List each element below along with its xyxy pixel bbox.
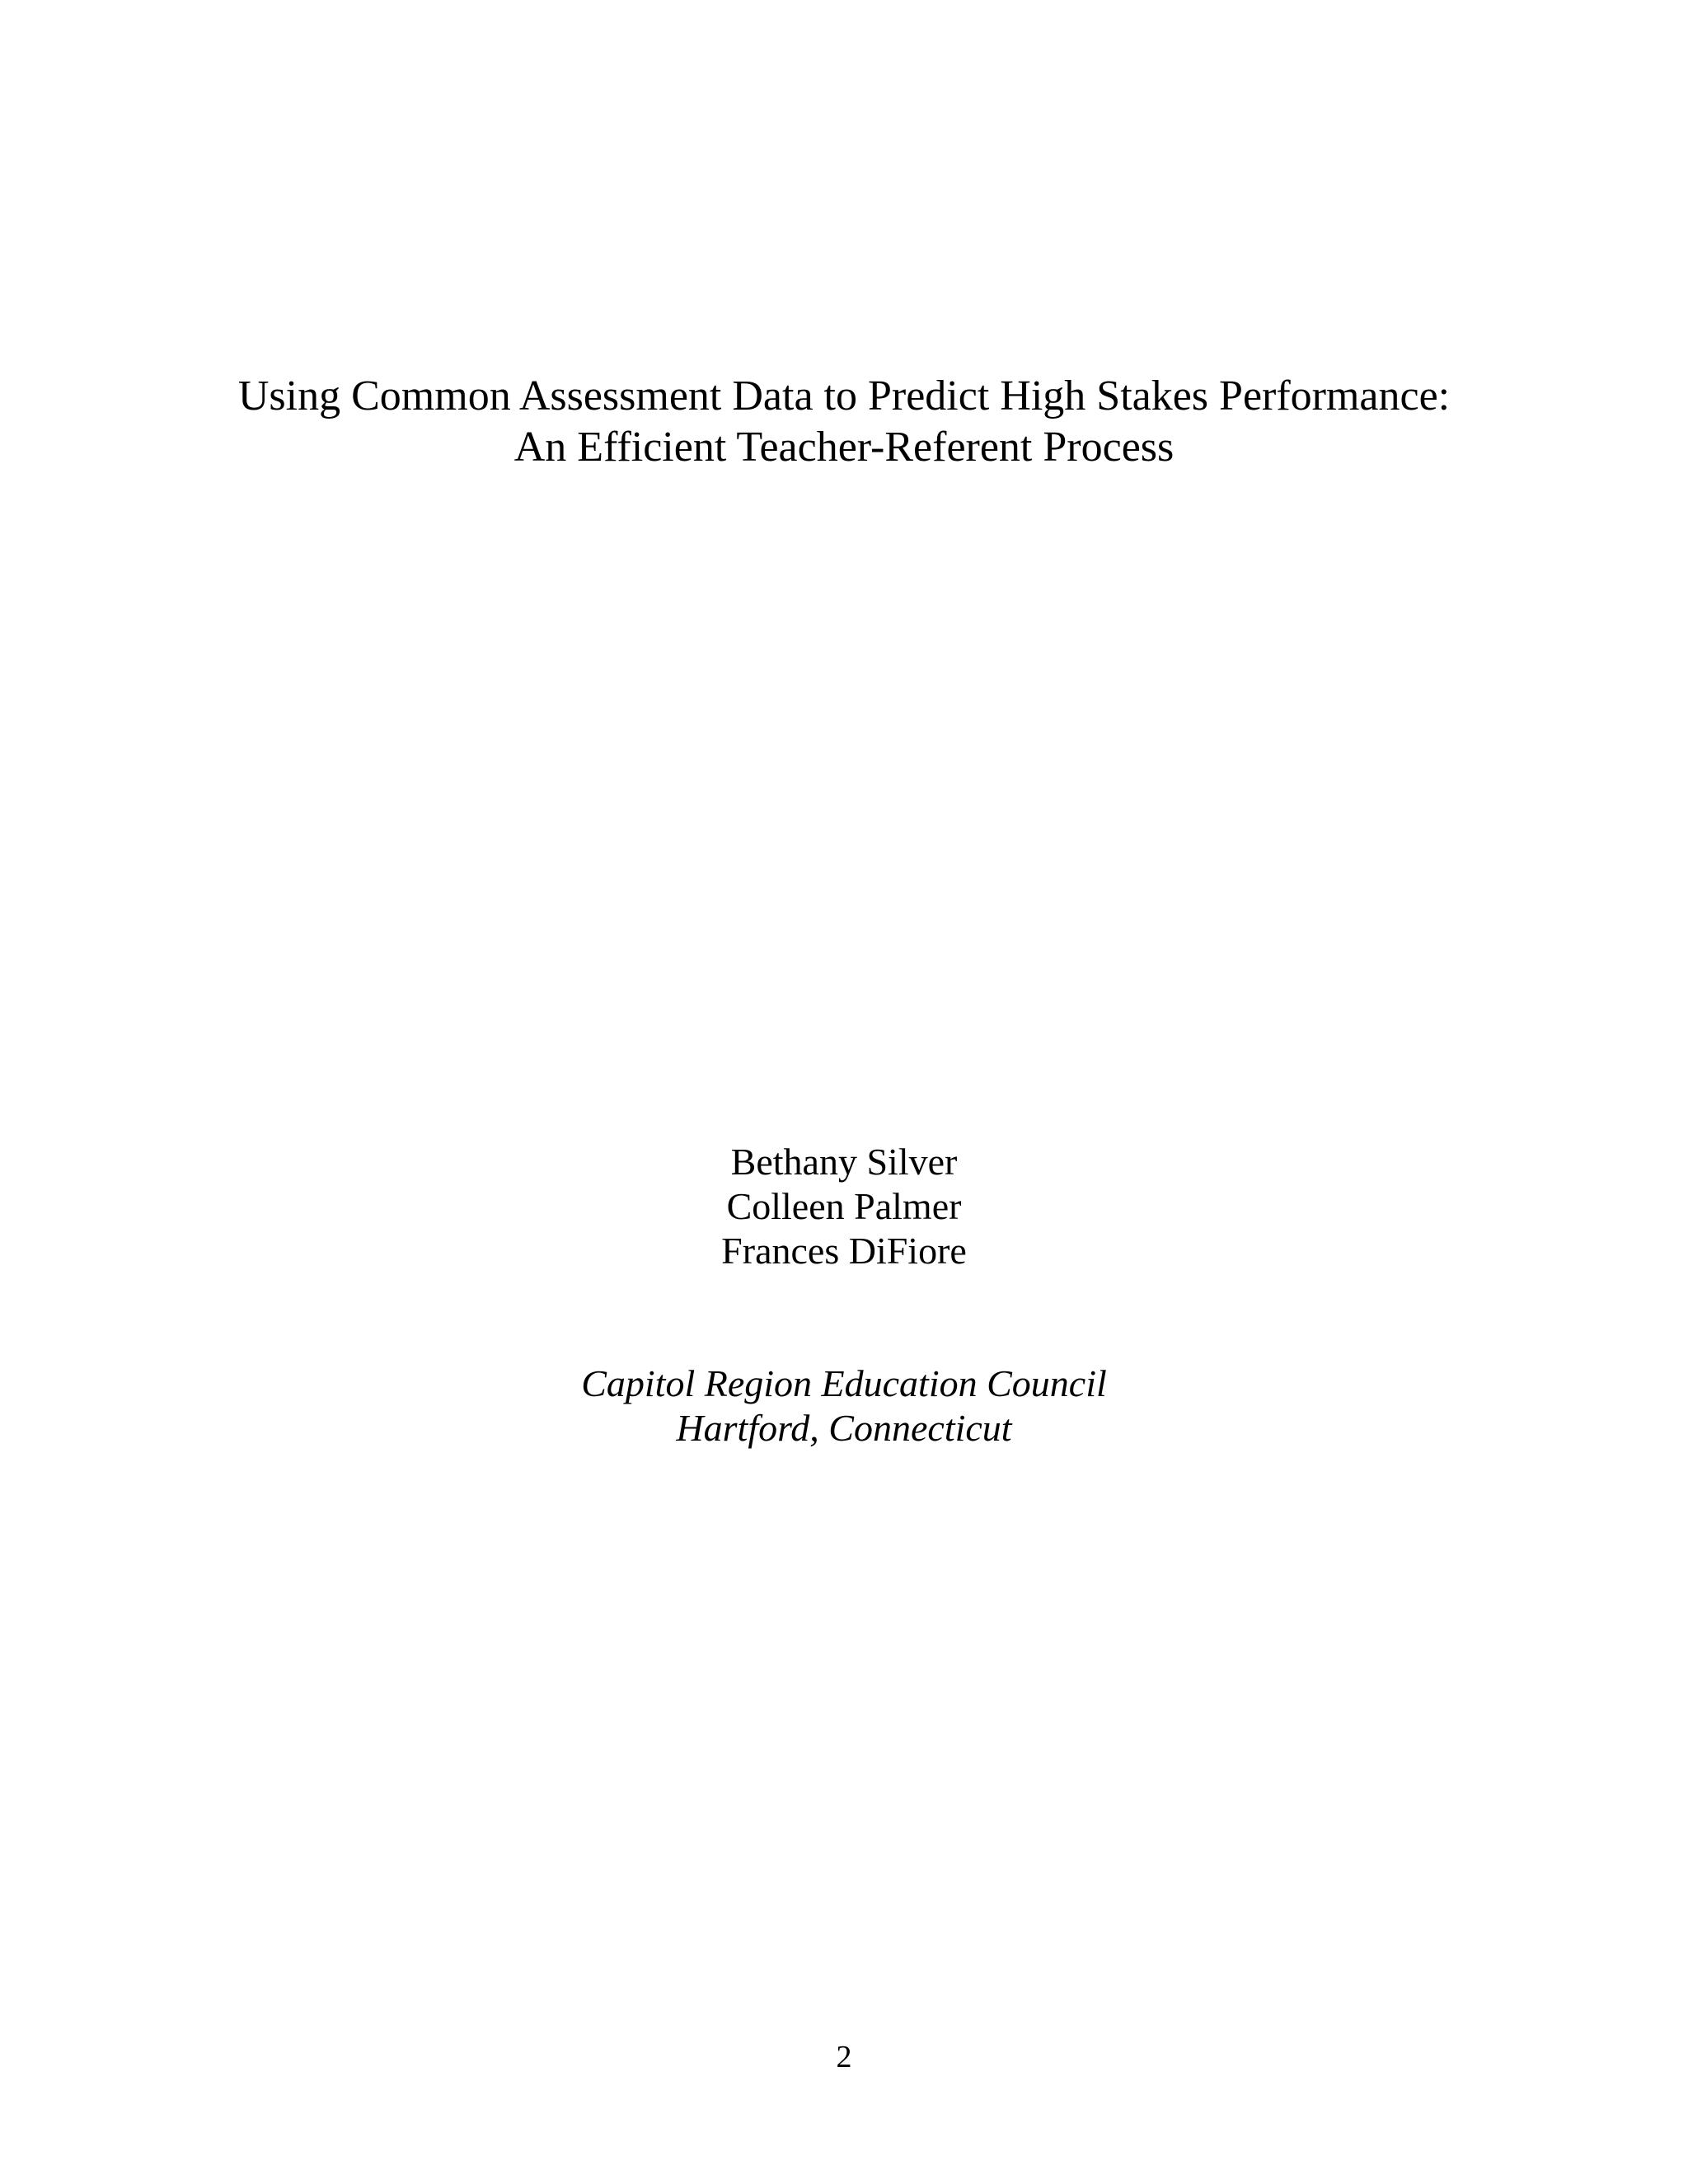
author-list (0, 1140, 1688, 1273)
title-line-1: Using Common Assessment Data to Predict High Stakes Performance: (237, 373, 1451, 419)
author-name: Frances DiFiore (721, 1230, 967, 1272)
author-name: Colleen Palmer (726, 1185, 962, 1227)
author-name: Bethany Silver (730, 1141, 958, 1183)
page-number: 2 (836, 2040, 852, 2074)
affiliation-organization: Capitol Region Education Council (581, 1362, 1107, 1404)
affiliation-location: Hartford, Connecticut (676, 1407, 1012, 1449)
affiliation (0, 1361, 1688, 1451)
document-title (0, 371, 1688, 473)
title-line-2: An Efficient Teacher-Referent Process (513, 424, 1175, 471)
